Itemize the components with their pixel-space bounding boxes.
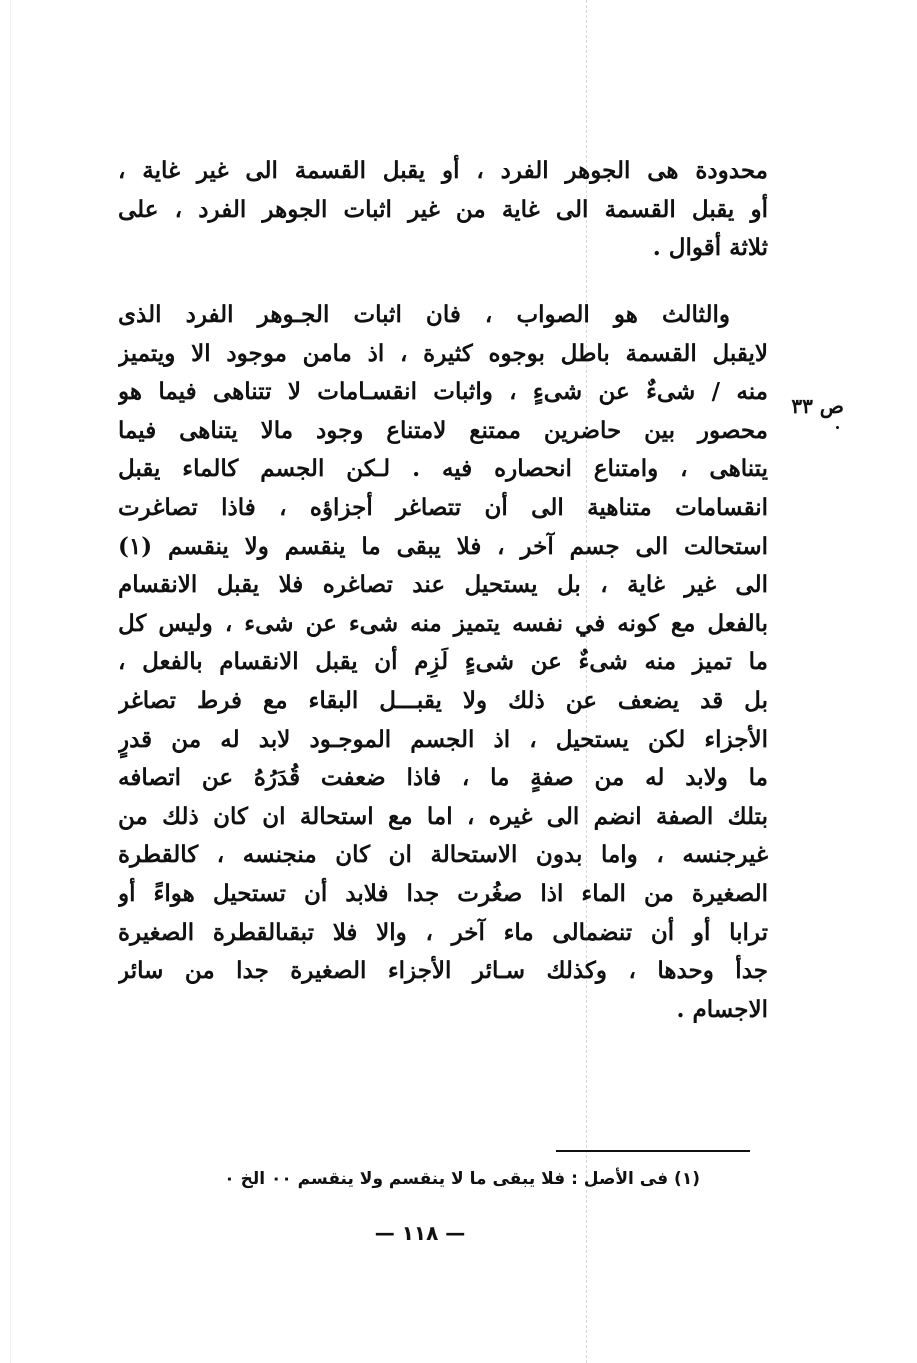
text-line: الصغيرة من الماء اذا صغُرت جدا فلابد أن تستحيل هواءً أو (118, 879, 768, 907)
footnote-divider (556, 1150, 750, 1152)
text-line: ما ولابد له من صفةٍ ما ، فاذا ضعفت قُدَرُهُ عن اتصافه (118, 764, 768, 792)
text-line: انقسامات متناهية الى أن تتصاغر أجزاؤه ، فاذا تصاغرت (118, 493, 768, 521)
text-line: أو يقبل القسمة الى غاية من غير اثبات الجوهر الفرد ، على (118, 195, 768, 223)
text-line: والثالث هو الصواب ، فان اثبات الجـوهر الفرد الذى (118, 301, 730, 328)
text-line: ترابا أو أن تنضمالى ماء آخر ، والا فلا تبقىالقطرة الصغيرة (118, 918, 768, 946)
text-line: الى غير غاية ، بل يستحيل عند تصاغره فلا يقبل الانقسام (118, 571, 768, 599)
text-line: منه / شىءٌ عن شىءٍ ، واثبات انقسـامات لا تتناهى فيما هو (118, 378, 768, 406)
text-line: استحالت الى جسم آخر ، فلا يبقى ما ينقسم ولا ينقسم (١) (118, 532, 768, 560)
scan-edge-line (10, 0, 11, 1363)
text-line: الاجسام . (676, 995, 768, 1023)
paragraph-2 (118, 296, 768, 1029)
page-number: — ١١٨ — (374, 1221, 466, 1245)
text-line: يتناهى ، وامتناع انحصاره فيه . لـكن الجسم كالماء يقبل (118, 455, 768, 483)
text-line: ثلاثة أقوال . (652, 234, 768, 262)
margin-dot (836, 426, 839, 429)
text-line: غيرجنسه ، واما بدون الاستحالة ان كان منجنسه ، كالقطرة (118, 841, 768, 869)
text-line: الأجزاء لكن يستحيل ، اذ الجسم الموجـود لابد له من قدرٍ (118, 725, 768, 753)
text-line: بالفعل مع كونه في نفسه يتميز منه شىء عن شىء ، وليس كل (118, 609, 768, 637)
paragraph-1 (118, 152, 768, 268)
text-line: بتلك الصفة انضم الى غيره ، اما مع استحالة ان كان ذلك من (118, 802, 768, 830)
text-line: محصور بين حاضرين ممتنع لامتناع وجود مالا يتناهى فيما (118, 416, 768, 444)
text-line: بل قد يضعف عن ذلك ولا يقبـــل البقاء مع فرط تصاغر (118, 686, 768, 714)
text-line: ما تميز منه شىءٌ عن شىءٍ لَزِم أن يقبل الانقسام بالفعل ، (118, 648, 768, 676)
text-line: محدودة هى الجوهر الفرد ، أو يقبل القسمة الى غير غاية ، (118, 157, 768, 184)
text-line: لايقبل القسمة باطل بوجوه كثيرة ، اذ مامن موجود الا ويتميز (118, 339, 768, 367)
margin-page-reference: ص ٣٣ (791, 394, 844, 418)
text-line: جدأ وحدها ، وكذلك سـائر الأجزاء الصغيرة جدا من سائر (118, 957, 768, 985)
footnote: (١) فى الأصل : فلا يبقى ما لا ينقسم ولا ينقسم ٠٠ الخ ٠ (224, 1169, 700, 1189)
